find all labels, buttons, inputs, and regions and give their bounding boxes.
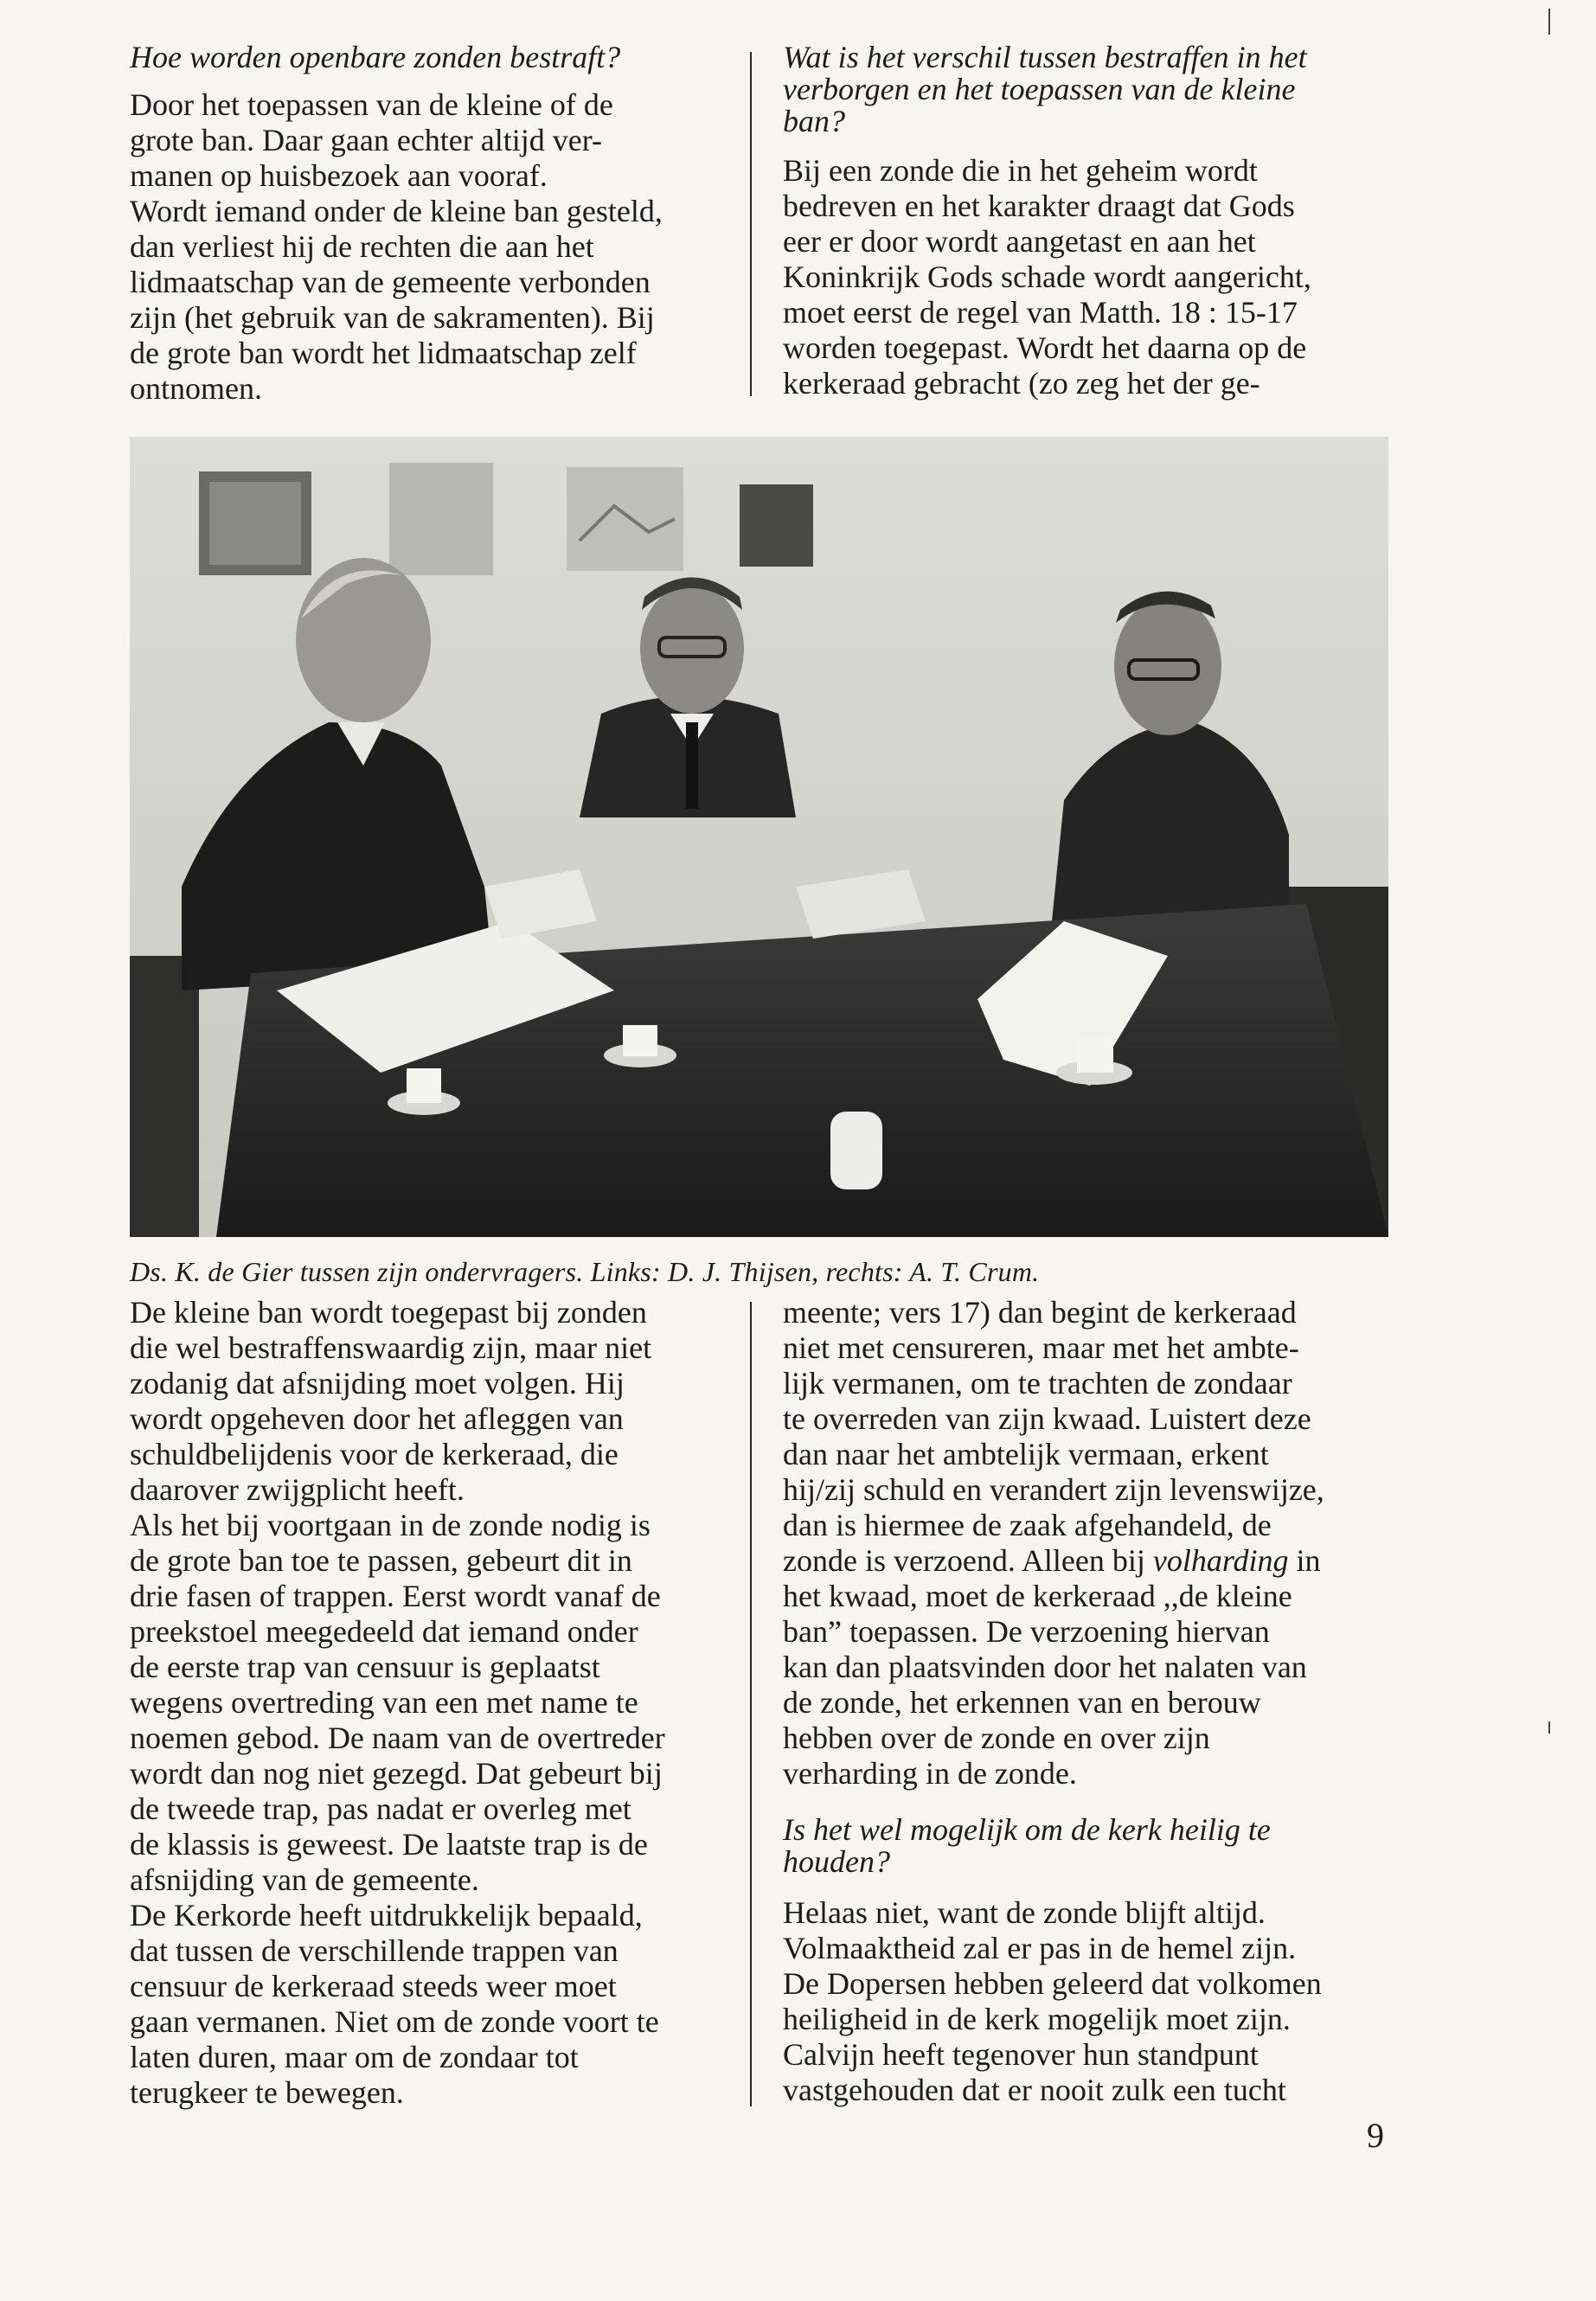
top-right-column [783,42,1406,401]
margin-mark-top [1548,9,1550,35]
top-left-column [130,42,744,407]
continuation-text-a: meente; vers 17) dan begint de kerkeraad niet met censureren, maar met het ambte- lijk vermanen, om te trachten de zondaar te overreden van zijn kwaad. Luistert deze dan naar het ambtelijk vermaan, erkent hij/zij schuld en verandert zijn levenswijze, dan is hiermee de zaak afgehandeld, de zonde is verzoend. Alleen bij [783,1295,1324,1578]
interview-photo [130,437,1388,1237]
page-number: 9 [1367,2116,1384,2155]
question-holy-church: Is het wel mogelijk om de kerk heilig te houden? [783,1812,1271,1879]
question-public-sins: Hoe worden openbare zonden bestraft? [130,40,621,74]
wall-picture-3 [567,467,683,571]
answer-holy-church: Helaas niet, want de zonde blijft altijd. Volmaaktheid zal er pas in de hemel zijn. De Dopersen hebben geleerd dat volkomen heiligheid in de kerk mogelijk moet zijn. Calvijn heeft tegenover hun standpunt vastgehouden dat er nooit zulk een tucht [783,1895,1322,2107]
paragraph-continuation [783,1295,1406,1791]
paragraph-church-order: De Kerkorde heeft uitdrukkelijk bepaald, dat tussen de verschillende trappen van censuur de kerkeraad steeds weer moet gaan vermanen. Niet om de zonde voort te laten duren, maar om de zondaar tot terugkeer te bewegen. [130,1898,659,2110]
bottom-left-column [130,1295,753,2111]
margin-mark-mid [1548,1721,1550,1734]
wall-picture-4 [740,484,813,567]
answer-public-sins: Door het toepassen van de kleine of de grote ban. Daar gaan echter altijd ver- manen op huisbezoek aan vooraf. Wordt iemand onder de kleine ban gesteld, dan verliest hij de rechten die aan het lidmaatschap van de gemeente verbonden zijn (het gebruik van de sakramenten). Bij de grote ban wordt het lidmaatschap zelf ontnomen. [130,87,663,406]
photo-caption: Ds. K. de Gier tussen zijn ondervragers. Links: D. J. Thijsen, rechts: A. T. Crum. [130,1256,1040,1287]
paragraph-small-ban: De kleine ban wordt toegepast bij zonden die wel bestraffenswaardig zijn, maar niet zodanig dat afsnijding moet volgen. Hij wordt opgeheven door het afleggen van schuldbelijdenis voor de kerkeraad, die daarover zwijgplicht heeft. [130,1295,652,1507]
milk-jug [830,1112,882,1189]
paragraph-great-ban: Als het bij voortgaan in de zonde nodig is de grote ban toe te passen, gebeurt dit in drie fasen of trappen. Eerst wordt vanaf de preekstoel meegedeeld dat iemand onder de eerste trap van censuur is geplaatst wegens overtreding van een met name te noemen gebod. De naam van de overtreder wordt dan nog niet gezegd. Dat gebeurt bij de tweede trap, pas nadat er overleg met de klassis is geweest. De laatste trap is de afsnijding van de gemeente. [130,1508,665,1897]
continuation-text-b: in het kwaad, moet de kerkeraad ,,de kleine ban” toepassen. De verzoening hiervan kan dan plaatsvinden door het nalaten van de zonde, het erkennen van en berouw hebben over de zonde en over zijn verharding in de zonde. [783,1543,1321,1791]
column-divider-bottom [750,1302,752,2106]
bottom-right-column [783,1295,1406,2108]
answer-difference: Bij een zonde die in het geheim wordt bedreven en het karakter draagt dat Gods eer er door wordt aangetast en aan het Koninkrijk Gods schade wordt aangericht, moet eerst de regel van Matth. 18 : 15-17 worden toegepast. Wordt het daarna op de kerkeraad gebracht (zo zeg het der ge- [783,153,1311,401]
wall-picture-1 [199,471,311,575]
wall-picture-2 [389,463,493,575]
question-difference: Wat is het verschil tussen bestraffen in het verborgen en het toepassen van de kleine ban? [783,40,1307,138]
emphasis-volharding: volharding [1152,1543,1289,1578]
column-divider-top [750,52,752,396]
